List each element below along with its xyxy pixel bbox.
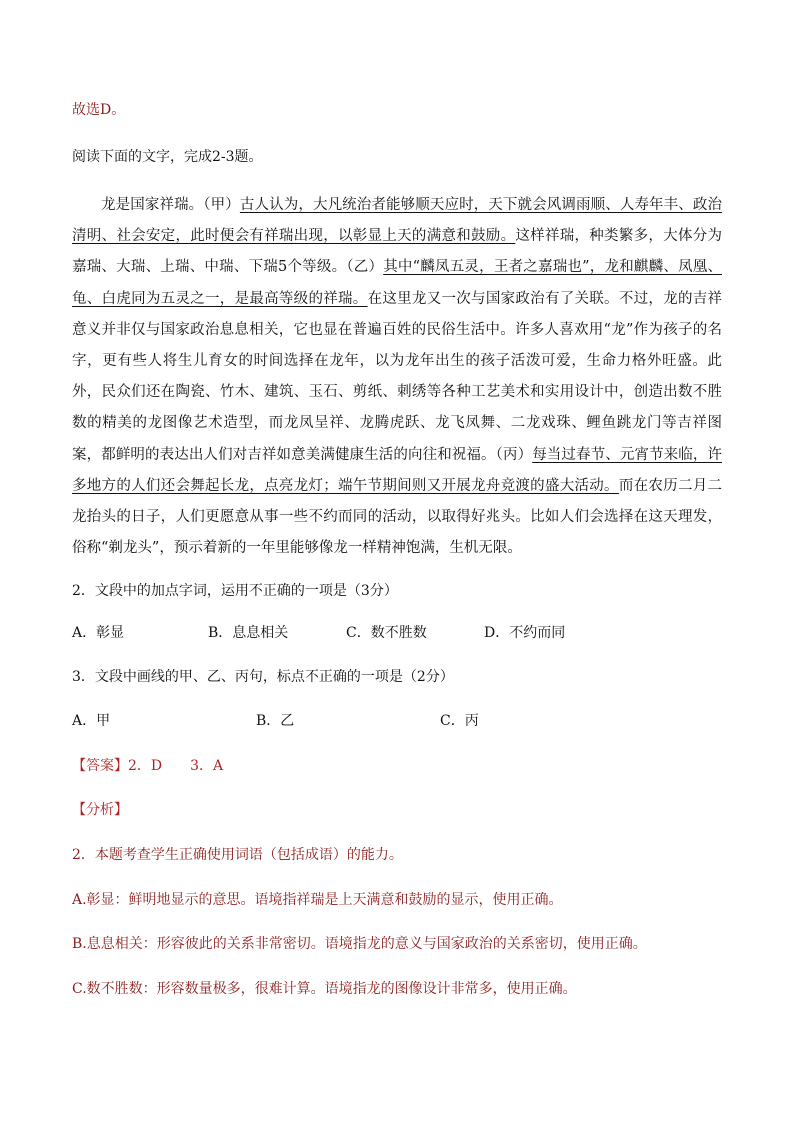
analysis-line: B.息息相关：形容彼此的关系非常密切。语境指龙的意义与国家政治的关系密切，使用正确。 (72, 936, 647, 952)
question-2-stem: 2．文段中的加点字词，运用不正确的一项是（3分） (72, 583, 398, 599)
underlined-sentence-yi: 其中“麟凤五灵，王者之嘉瑞也”，龙和麒麟、凤凰、龟、白虎同为五灵之一，是最高等级的祥瑞。 (72, 259, 722, 307)
q2-option-d: D．不约而同 (484, 625, 566, 641)
q2-option-a: A．彰显 (72, 625, 125, 641)
passage-text: 龙是国家祥瑞。（甲） (101, 197, 240, 213)
passage-text: 在这里龙又一次与国家政治有了关联。不过，龙的吉祥意义并非仅与国家政治息息相关，它也显在普遍百姓的民俗生活中。许多人喜欢用“龙”作为孩子的名字，更有些人将生儿育女的时间选择在龙年，以为龙年出生的孩子活泼可爱，生命力格外旺盛。此外，民众们还在陶瓷、竹木、建筑、玉石、剪纸、刺绣等各种工艺美术和实用设计中，创造出数不胜数的精美的龙图像艺术造型，而龙凤呈祥、龙腾虎跃、龙飞凤舞、二龙戏珠、鲤鱼跳龙门等吉祥图案，都鲜明的表达出人们对吉祥如意美满健康生活的向往和祝福。（丙） (72, 290, 723, 463)
q3-option-b: B．乙 (256, 713, 295, 729)
analysis-label: 【分析】 (72, 802, 128, 818)
previous-conclusion: 故选D。 (72, 102, 126, 118)
analysis-line: 2．本题考查学生正确使用词语（包括成语）的能力。 (72, 847, 403, 863)
reading-passage (72, 190, 722, 564)
q3-option-c: C．丙 (440, 713, 479, 729)
passage-paragraph (72, 190, 722, 564)
passage-text: 而在农历二月二龙抬头的日子，人们更愿意从事一些不约而同的活动，以取得好兆头。比如人们会选择在这天理发，俗称“剃龙头”，预示着新的一年里能够像龙一样精神饱满，生机无限。 (72, 477, 723, 557)
answer-label: 【答案】 (72, 758, 128, 774)
underlined-sentence-jia: 古人认为，大凡统治者能够顺天应时，天下就会风调雨顺、人寿年丰、政治清明、社会安定，此时便会有祥瑞出现，以彰显上天的满意和鼓励。 (72, 197, 723, 245)
passage-text: 这样祥瑞，种类繁多，大体分为嘉瑞、大瑞、上瑞、中瑞、下瑞5个等级。（乙） (72, 228, 723, 276)
question-3-stem: 3．文段中画线的甲、乙、丙句，标点不正确的一项是（2分） (72, 669, 454, 685)
answer-line (72, 757, 223, 775)
q2-option-c: C．数不胜数 (346, 625, 427, 641)
analysis-line: C.数不胜数：形容数量极多，很难计算。语境指龙的图像设计非常多，使用正确。 (72, 981, 577, 997)
q2-option-b: B．息息相关 (208, 625, 289, 641)
reading-instruction: 阅读下面的文字，完成2-3题。 (72, 149, 263, 165)
q3-option-a: A．甲 (72, 713, 111, 729)
analysis-line: A.彰显：鲜明地显示的意思。语境指祥瑞是上天满意和鼓励的显示，使用正确。 (72, 892, 563, 908)
answer-value: 2．D 3．A (128, 758, 224, 774)
underlined-sentence-bing: 每当过春节、元宵节来临，许多地方的人们还会舞起长龙，点亮龙灯；端午节期间则又开展龙舟竞渡的盛大活动。 (72, 446, 722, 494)
